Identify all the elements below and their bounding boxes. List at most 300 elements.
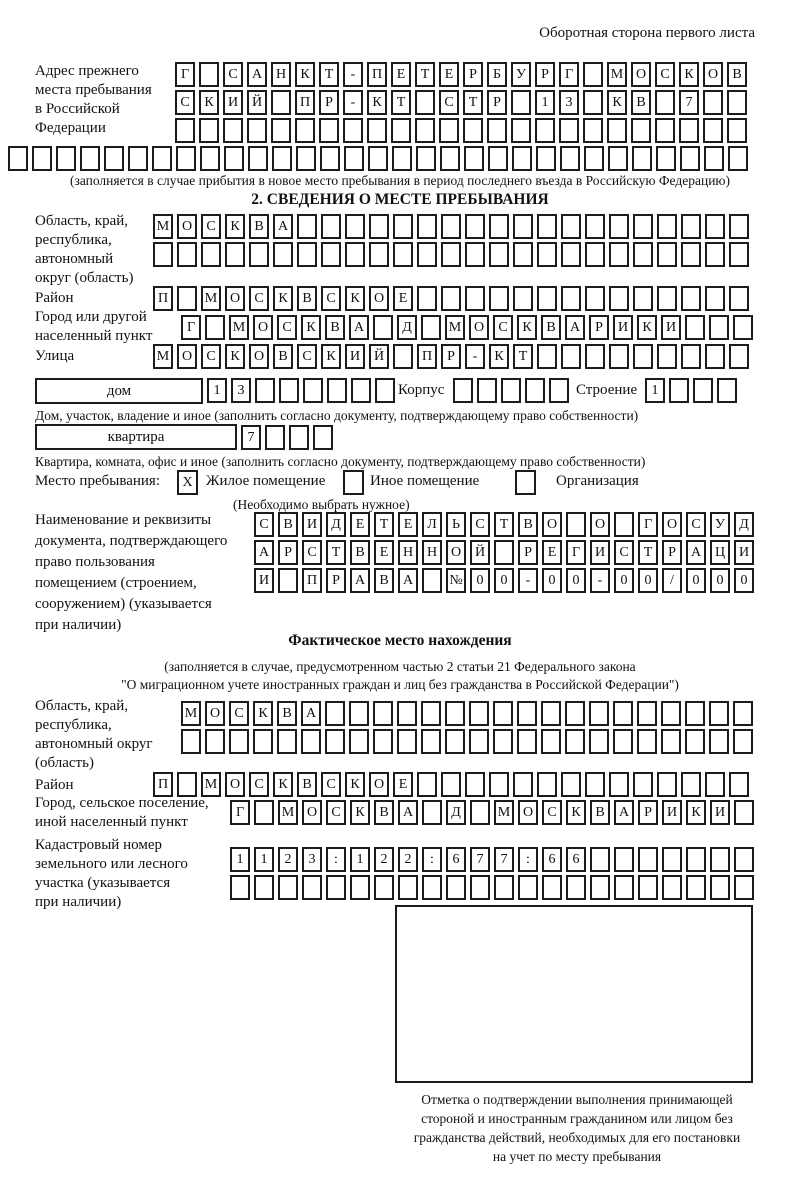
char-cell[interactable]: В [350,540,370,565]
char-cell[interactable]: О [369,286,389,311]
char-cell[interactable]: О [703,62,723,87]
char-cell[interactable] [302,875,322,900]
char-cell[interactable] [662,875,682,900]
char-cell[interactable] [686,847,706,872]
char-cell[interactable] [343,118,363,143]
char-cell[interactable]: 1 [350,847,370,872]
char-cell[interactable]: А [254,540,274,565]
char-cell[interactable] [230,875,250,900]
char-cell[interactable] [417,242,437,267]
char-cell[interactable]: Т [319,62,339,87]
char-cell[interactable]: Т [391,90,411,115]
char-cell[interactable]: А [273,214,293,239]
char-cell[interactable]: М [607,62,627,87]
char-cell[interactable]: К [637,315,657,340]
char-cell[interactable] [477,378,497,403]
char-cell[interactable]: О [177,214,197,239]
char-cell[interactable]: Й [470,540,490,565]
char-cell[interactable] [513,286,533,311]
char-cell[interactable] [326,875,346,900]
char-cell[interactable] [655,118,675,143]
checkbox-zhiloe[interactable]: Х [177,470,198,495]
char-cell[interactable]: 0 [566,568,586,593]
char-cell[interactable] [685,729,705,754]
char-cell[interactable]: К [301,315,321,340]
char-cell[interactable]: Р [662,540,682,565]
char-cell[interactable]: М [153,344,173,369]
char-cell[interactable]: К [350,800,370,825]
char-cell[interactable]: 6 [566,847,586,872]
char-cell[interactable]: О [177,344,197,369]
char-cell[interactable] [201,242,221,267]
char-cell[interactable] [249,242,269,267]
char-cell[interactable] [609,286,629,311]
char-cell[interactable]: 3 [231,378,251,403]
char-cell[interactable] [489,286,509,311]
char-cell[interactable]: С [201,344,221,369]
char-cell[interactable]: Г [638,512,658,537]
char-cell[interactable] [633,242,653,267]
char-cell[interactable] [704,146,724,171]
char-cell[interactable] [583,90,603,115]
char-cell[interactable] [351,378,371,403]
char-cell[interactable] [686,875,706,900]
char-cell[interactable] [321,214,341,239]
char-cell[interactable] [313,425,333,450]
char-cell[interactable]: С [686,512,706,537]
char-cell[interactable]: 1 [535,90,555,115]
checkbox-organizatsiya[interactable] [515,470,536,495]
char-cell[interactable] [200,146,220,171]
char-cell[interactable] [710,875,730,900]
char-cell[interactable] [373,315,393,340]
char-cell[interactable] [561,344,581,369]
char-cell[interactable]: О [205,701,225,726]
char-cell[interactable] [565,729,585,754]
char-cell[interactable] [350,875,370,900]
char-cell[interactable]: К [367,90,387,115]
char-cell[interactable] [590,847,610,872]
char-cell[interactable]: С [277,315,297,340]
char-cell[interactable] [493,729,513,754]
char-cell[interactable] [733,315,753,340]
char-cell[interactable] [325,701,345,726]
char-cell[interactable] [247,118,267,143]
char-cell[interactable] [638,875,658,900]
char-cell[interactable] [511,90,531,115]
char-cell[interactable]: В [325,315,345,340]
char-cell[interactable] [229,729,249,754]
char-cell[interactable] [56,146,76,171]
char-cell[interactable]: 7 [494,847,514,872]
char-cell[interactable]: Г [559,62,579,87]
char-cell[interactable]: К [345,772,365,797]
char-cell[interactable]: К [607,90,627,115]
char-cell[interactable]: А [301,701,321,726]
char-cell[interactable]: В [249,214,269,239]
char-cell[interactable] [223,118,243,143]
char-cell[interactable]: Н [422,540,442,565]
char-cell[interactable] [199,62,219,87]
char-cell[interactable] [253,729,273,754]
char-cell[interactable]: 1 [645,378,665,403]
char-cell[interactable]: Т [638,540,658,565]
char-cell[interactable] [278,568,298,593]
char-cell[interactable]: П [153,286,173,311]
char-cell[interactable] [537,242,557,267]
char-cell[interactable]: Р [535,62,555,87]
char-cell[interactable] [279,378,299,403]
char-cell[interactable] [344,146,364,171]
char-cell[interactable] [463,118,483,143]
char-cell[interactable]: 0 [542,568,562,593]
char-cell[interactable]: М [445,315,465,340]
char-cell[interactable] [729,242,749,267]
char-cell[interactable] [303,378,323,403]
char-cell[interactable] [489,214,509,239]
char-cell[interactable] [583,118,603,143]
char-cell[interactable] [446,875,466,900]
char-cell[interactable]: Р [278,540,298,565]
char-cell[interactable]: 1 [207,378,227,403]
char-cell[interactable] [439,118,459,143]
char-cell[interactable]: Н [398,540,418,565]
char-cell[interactable] [614,512,634,537]
char-cell[interactable] [417,772,437,797]
char-cell[interactable]: Ь [446,512,466,537]
char-cell[interactable]: К [295,62,315,87]
char-cell[interactable]: 1 [254,847,274,872]
char-cell[interactable] [613,701,633,726]
char-cell[interactable]: С [614,540,634,565]
char-cell[interactable] [345,242,365,267]
char-cell[interactable]: В [518,512,538,537]
char-cell[interactable]: И [662,800,682,825]
char-cell[interactable]: О [518,800,538,825]
char-cell[interactable] [374,875,394,900]
char-cell[interactable]: А [398,568,418,593]
char-cell[interactable] [517,701,537,726]
char-cell[interactable]: О [253,315,273,340]
char-cell[interactable] [325,729,345,754]
char-cell[interactable]: Р [638,800,658,825]
char-cell[interactable] [297,242,317,267]
char-cell[interactable] [177,242,197,267]
char-cell[interactable] [566,875,586,900]
char-cell[interactable] [373,729,393,754]
char-cell[interactable]: С [439,90,459,115]
char-cell[interactable]: Ц [710,540,730,565]
char-cell[interactable]: О [225,286,245,311]
char-cell[interactable] [398,875,418,900]
char-cell[interactable] [609,214,629,239]
char-cell[interactable] [607,118,627,143]
char-cell[interactable]: - [465,344,485,369]
char-cell[interactable]: Е [439,62,459,87]
char-cell[interactable]: А [398,800,418,825]
char-cell[interactable] [301,729,321,754]
char-cell[interactable] [729,214,749,239]
char-cell[interactable]: Д [397,315,417,340]
char-cell[interactable]: Й [369,344,389,369]
char-cell[interactable] [273,242,293,267]
char-cell[interactable] [421,729,441,754]
char-cell[interactable]: : [422,847,442,872]
char-cell[interactable]: Е [391,62,411,87]
char-cell[interactable]: Г [230,800,250,825]
char-cell[interactable] [421,315,441,340]
char-cell[interactable]: Г [181,315,201,340]
char-cell[interactable] [289,425,309,450]
char-cell[interactable] [613,729,633,754]
char-cell[interactable]: 6 [542,847,562,872]
char-cell[interactable] [717,378,737,403]
char-cell[interactable]: К [225,214,245,239]
char-cell[interactable] [609,772,629,797]
char-cell[interactable]: 1 [230,847,250,872]
char-cell[interactable] [494,875,514,900]
char-cell[interactable]: С [655,62,675,87]
char-cell[interactable]: О [369,772,389,797]
char-cell[interactable] [637,701,657,726]
char-cell[interactable]: О [631,62,651,87]
char-cell[interactable] [661,701,681,726]
char-cell[interactable]: : [326,847,346,872]
char-cell[interactable] [679,118,699,143]
char-cell[interactable]: 2 [374,847,394,872]
char-cell[interactable]: Р [441,344,461,369]
char-cell[interactable]: С [175,90,195,115]
char-cell[interactable]: С [254,512,274,537]
char-cell[interactable] [685,701,705,726]
char-cell[interactable] [661,729,681,754]
char-cell[interactable]: 0 [710,568,730,593]
char-cell[interactable] [733,701,753,726]
char-cell[interactable]: И [345,344,365,369]
char-cell[interactable] [655,90,675,115]
char-cell[interactable]: И [734,540,754,565]
char-cell[interactable]: 7 [679,90,699,115]
char-cell[interactable] [633,286,653,311]
char-cell[interactable] [153,242,173,267]
char-cell[interactable]: И [613,315,633,340]
char-cell[interactable]: № [446,568,466,593]
char-cell[interactable] [494,540,514,565]
char-cell[interactable] [681,286,701,311]
char-cell[interactable]: П [302,568,322,593]
char-cell[interactable] [417,214,437,239]
char-cell[interactable] [734,875,754,900]
char-cell[interactable] [657,242,677,267]
char-cell[interactable]: 2 [398,847,418,872]
char-cell[interactable] [367,118,387,143]
char-cell[interactable] [657,214,677,239]
char-cell[interactable] [561,214,581,239]
char-cell[interactable]: О [542,512,562,537]
char-cell[interactable]: В [374,568,394,593]
char-cell[interactable] [417,286,437,311]
char-cell[interactable] [248,146,268,171]
char-cell[interactable]: М [229,315,249,340]
char-cell[interactable] [422,875,442,900]
char-cell[interactable] [541,729,561,754]
char-cell[interactable]: А [686,540,706,565]
char-cell[interactable]: М [201,772,221,797]
char-cell[interactable] [614,847,634,872]
char-cell[interactable] [8,146,28,171]
char-cell[interactable]: Г [175,62,195,87]
char-cell[interactable] [373,701,393,726]
char-cell[interactable]: М [153,214,173,239]
char-cell[interactable]: И [223,90,243,115]
char-cell[interactable] [297,214,317,239]
char-cell[interactable]: Н [271,62,291,87]
char-cell[interactable]: С [542,800,562,825]
char-cell[interactable]: 0 [470,568,490,593]
char-cell[interactable] [199,118,219,143]
char-cell[interactable] [493,701,513,726]
char-cell[interactable] [657,286,677,311]
char-cell[interactable] [565,701,585,726]
char-cell[interactable] [561,772,581,797]
char-cell[interactable]: 0 [614,568,634,593]
char-cell[interactable]: М [494,800,514,825]
char-cell[interactable] [585,242,605,267]
char-cell[interactable] [734,847,754,872]
char-cell[interactable] [733,729,753,754]
char-cell[interactable] [469,729,489,754]
char-cell[interactable] [271,118,291,143]
char-cell[interactable] [542,875,562,900]
char-cell[interactable]: К [679,62,699,87]
char-cell[interactable]: И [590,540,610,565]
char-cell[interactable] [681,772,701,797]
char-cell[interactable]: Д [446,800,466,825]
char-cell[interactable] [734,800,754,825]
char-cell[interactable]: Т [374,512,394,537]
char-cell[interactable]: Е [393,286,413,311]
char-cell[interactable] [657,344,677,369]
char-cell[interactable] [536,146,556,171]
char-cell[interactable]: В [273,344,293,369]
char-cell[interactable] [440,146,460,171]
char-cell[interactable] [175,118,195,143]
char-cell[interactable] [705,344,725,369]
char-cell[interactable] [583,62,603,87]
char-cell[interactable]: К [517,315,537,340]
char-cell[interactable]: И [254,568,274,593]
char-cell[interactable]: В [277,701,297,726]
char-cell[interactable]: Л [422,512,442,537]
char-cell[interactable]: Т [326,540,346,565]
char-cell[interactable] [465,242,485,267]
char-cell[interactable] [537,772,557,797]
char-cell[interactable]: О [302,800,322,825]
char-cell[interactable] [465,286,485,311]
char-cell[interactable] [393,214,413,239]
char-cell[interactable] [657,772,677,797]
char-cell[interactable]: : [518,847,538,872]
char-cell[interactable] [585,214,605,239]
char-cell[interactable] [272,146,292,171]
char-cell[interactable]: Р [326,568,346,593]
char-cell[interactable] [349,701,369,726]
char-cell[interactable] [517,729,537,754]
char-cell[interactable]: Д [326,512,346,537]
char-cell[interactable]: 7 [470,847,490,872]
char-cell[interactable]: Т [494,512,514,537]
char-cell[interactable] [393,242,413,267]
char-cell[interactable] [710,847,730,872]
char-cell[interactable] [254,800,274,825]
char-cell[interactable]: К [686,800,706,825]
char-cell[interactable]: У [511,62,531,87]
char-cell[interactable]: С [493,315,513,340]
char-cell[interactable] [705,286,725,311]
char-cell[interactable] [566,512,586,537]
char-cell[interactable] [537,344,557,369]
char-cell[interactable] [320,146,340,171]
char-cell[interactable]: Й [247,90,267,115]
char-cell[interactable]: В [541,315,561,340]
char-cell[interactable]: Б [487,62,507,87]
char-cell[interactable]: Р [463,62,483,87]
char-cell[interactable] [501,378,521,403]
char-cell[interactable] [589,729,609,754]
char-cell[interactable]: - [343,90,363,115]
char-cell[interactable] [453,378,473,403]
char-cell[interactable] [535,118,555,143]
char-cell[interactable] [277,729,297,754]
char-cell[interactable] [632,146,652,171]
char-cell[interactable] [585,344,605,369]
char-cell[interactable]: О [590,512,610,537]
char-cell[interactable] [631,118,651,143]
char-cell[interactable] [469,701,489,726]
char-cell[interactable] [705,772,725,797]
char-cell[interactable]: И [661,315,681,340]
char-cell[interactable] [729,772,749,797]
char-cell[interactable]: В [297,772,317,797]
char-cell[interactable]: С [201,214,221,239]
char-cell[interactable] [128,146,148,171]
char-cell[interactable]: Т [463,90,483,115]
char-cell[interactable]: Е [398,512,418,537]
char-cell[interactable]: К [489,344,509,369]
char-cell[interactable] [728,146,748,171]
char-cell[interactable]: Т [513,344,533,369]
char-cell[interactable]: К [566,800,586,825]
char-cell[interactable] [32,146,52,171]
char-cell[interactable] [470,875,490,900]
char-cell[interactable] [415,90,435,115]
char-cell[interactable] [397,701,417,726]
char-cell[interactable]: В [590,800,610,825]
char-cell[interactable]: А [247,62,267,87]
char-cell[interactable]: Р [589,315,609,340]
char-cell[interactable] [590,875,610,900]
char-cell[interactable]: Д [734,512,754,537]
char-cell[interactable]: М [181,701,201,726]
char-cell[interactable]: 6 [446,847,466,872]
char-cell[interactable]: С [321,286,341,311]
char-cell[interactable] [422,568,442,593]
char-cell[interactable] [470,800,490,825]
char-cell[interactable] [327,378,347,403]
char-cell[interactable]: П [417,344,437,369]
char-cell[interactable] [637,729,657,754]
char-cell[interactable] [441,286,461,311]
